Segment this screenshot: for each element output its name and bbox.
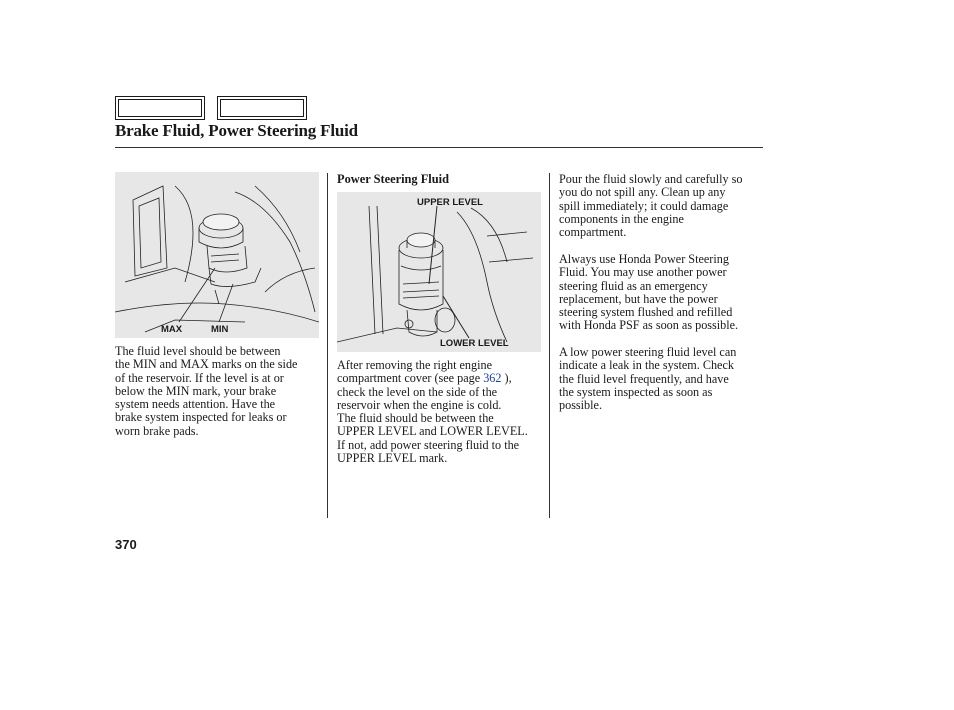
column-divider-2 <box>549 173 550 518</box>
column-divider-1 <box>327 173 328 518</box>
section-heading: Power Steering Fluid <box>337 172 449 186</box>
low-fluid-paragraph: A low power steering fluid level can indicate a leak in the system. Check the fluid level frequently, and have the system inspected as soon as possible. <box>559 345 737 413</box>
honda-fluid-paragraph: Always use Honda Power Steering Fluid. You may use another power steering fluid as an emergency replacement, but have the power steering system flushed and refilled with Honda PSF as soon as possible. <box>559 252 739 333</box>
section-tab-2[interactable] <box>217 96 307 120</box>
brake-fluid-paragraph: The fluid level should be between the MIN and MAX marks on the side of the reservoir. If the level is at or below the MIN mark, your brake system needs attention. Have the brake system inspected for leaks or worn brake pads. <box>115 344 298 438</box>
pour-fluid-paragraph: Pour the fluid slowly and carefully so you do not spill any. Clean up any spill immediately; it could damage components in the engine compartment. <box>559 172 743 240</box>
page-number: 370 <box>115 537 137 552</box>
max-label: MAX <box>161 324 183 335</box>
section-tab-1[interactable] <box>115 96 205 120</box>
power-steering-reservoir-illustration <box>337 192 541 352</box>
lower-level-label: LOWER LEVEL <box>440 338 509 349</box>
power-steering-reservoir-drawing <box>337 192 541 352</box>
brake-reservoir-drawing <box>115 172 319 338</box>
power-steering-paragraph: After removing the right engine compartment cover (see page 362 ), check the level on the side of the reservoir when the engine is cold. The fluid should be between the UPPER LEVEL and LOWER LEVEL. If not, add power steering fluid to the UPPER LEVEL mark. <box>337 358 528 466</box>
upper-level-label: UPPER LEVEL <box>417 197 483 208</box>
brake-fluid-reservoir-illustration <box>115 172 319 338</box>
min-label: MIN <box>211 324 229 335</box>
title-divider <box>115 147 763 148</box>
page-reference-link[interactable]: 362 <box>483 371 502 386</box>
page-title: Brake Fluid, Power Steering Fluid <box>115 121 358 140</box>
